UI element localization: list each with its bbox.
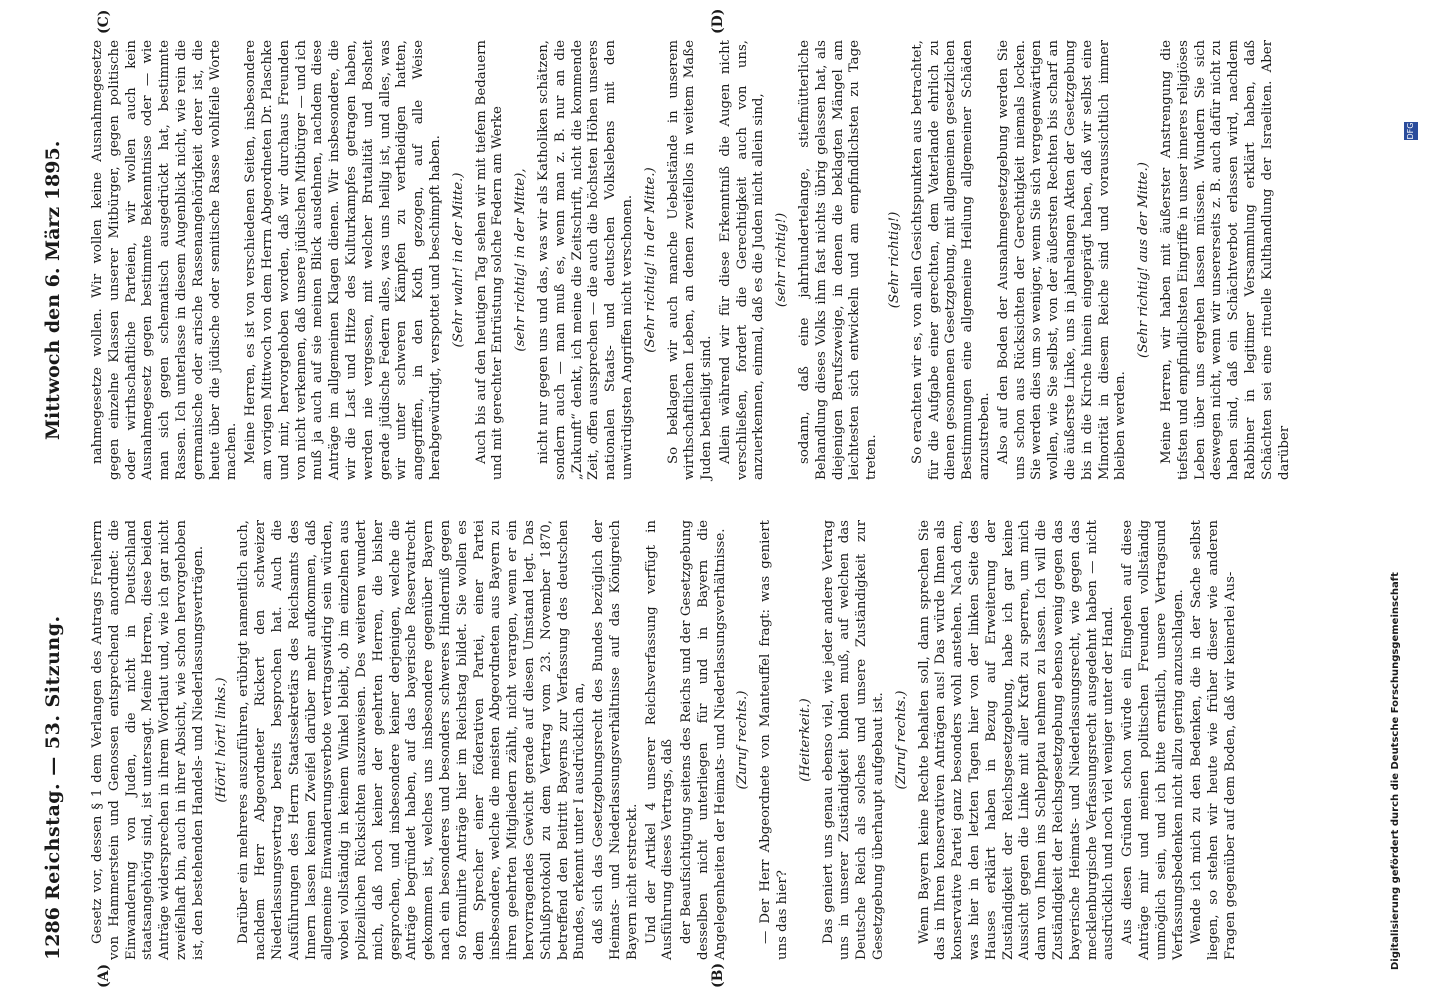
paragraph: Aus diesen Gründen schon würde ein Eingehen auf diese Anträge mir und meinen politischen Freunden vollständig unmöglich sein, und ich bitte ernstlich, unsere Vertragsund Verfassungsbedenken nicht allzu gering anzuschlagen.	[1120, 520, 1186, 960]
interjection: (sehr richtig! in der Mitte),	[513, 168, 529, 352]
interjection: (sehr richtig!)	[774, 212, 790, 308]
interjection: (Sehr wahr! in der Mitte.)	[450, 172, 466, 348]
paragraph: So erachten wir es, von allen Gesichtspunkten aus betrachtet, für die Aufgabe einer gerechten, dem Vaterlande ehrlich zu dienen gesonnenen Gesetzgebung, mit allgemeinen gesetzlichen Bestimmungen eine allgemeine Heilung allgemeiner Schäden anzustreben.	[909, 40, 993, 480]
page-number: 1286	[42, 907, 64, 960]
paragraph: Wenn Bayern keine Rechte behalten soll, dann sprechen Sie das in Ihren konservativen Anträgen aus! Das würde Ihnen als konservative Partei ganz besonders wohl anstehen. Nach dem, was hier in den letzten Tagen hier von der linken Seite des Hauses erklärt haben in Bezug auf Erweiterung der Zuständigkeit der Reichsgesetzgebung, habe ich gar keine Aussicht gegen die Linke mit aller Kraft zu sperren, um mich dann von Ihnen ins Schlepptau nehmen zu lassen. Ich will die Zuständigkeit der Reichsgesetzgebung ebenso wenig gegen das bayerische Heimats- und Niederlassungsrecht, wie gegen das mecklenburgische Verfassungsrecht ausgedehnt haben — nicht ausdrücklich und noch viel weniger unter der Hand.	[916, 520, 1117, 960]
paragraph: daß sich das Gesetzgebungsrecht des Bundes bezüglich der Heimats- und Niederlassungsverhältnisse auf das Königreich Bayern nicht erstreckt.	[591, 520, 640, 960]
paragraph: Darüber ein mehreres auszuführen, erübrigt namentlich auch, nachdem Herr Abgeordneter Rickert den schweizer Niederlassungsvertrag bereits besprochen hat. Auch die Ausführungen des Herrn Staatssekretärs des Reichsamts des Innern lassen keinen Zweifel darüber mehr aufkommen, daß allgemeine Einwanderungsverbote vertragswidrig sein würden, wobei vollständig in keinem Winkel bleibt, ob im einzelnen aus polizeilichen Rücksichten auszuweisen. Des weiteren wundert mich, daß noch keiner der geehrten Herren, die bisher gesprochen, und insbesondere keiner derjenigen, welche die Anträge begründet haben, auf das bayerische Reservatrecht gekommen ist, welches uns insbesondere gegenüber Bayern nach ein besonderes und besonders schweres Hinderniß gegen so formulirte Anträge hier im Reichstag bildet. Sie wollen es dem Sprecher einer föderativen Partei, einer Partei insbesondere, welche die meisten Abgeordneten aus Bayern zu ihren geehrten Mitgliedern zählt, nicht verargen, wenn er ein hervorragendes Gewicht gerade auf diesen Umstand legt. Das Schlußprotokoll zu dem Vertrag vom 23. November 1870, betreffend den Beitritt Bayerns zur Verfassung des deutschen Bundes, erkennt unter I ausdrücklich an,	[236, 520, 588, 960]
paragraph: Wende ich mich zu den Bedenken, die in der Sache selbst liegen, so stehen wir heute wie früher dieser wie anderen Fragen gegenüber auf dem Boden, daß wir keinerlei Aus-	[1189, 520, 1238, 960]
margin-marker-b: (B)	[710, 962, 726, 988]
paragraph: der Beaufsichtigung seitens des Reichs und der Gesetzgebung desselben nicht unterliegen für und in Bayern die Angelegenheiten der Heimats- und Niederlassungsverhältnisse.	[679, 520, 728, 960]
paragraph: Und der Artikel 4 unserer Reichsverfassung verfügt in Ausführung dieses Vertrags, daß	[643, 520, 676, 960]
paragraph: Allein während wir für diese Erkenntniß die Augen nicht verschließen, fordert die Gerechtigkeit auch von uns, anzuerkennen, einmal, daß es die Juden nicht allein sind,	[717, 40, 767, 480]
margin-marker-c: (C)	[96, 9, 112, 34]
margin-marker-d: (D)	[710, 8, 726, 34]
interjection: (Sehr richtig! aus der Mitte.)	[1136, 162, 1152, 358]
paragraph: Auch bis auf den heutigen Tag sehen wir mit tiefem Bedauern und mit gerechter Entrüstung solche Federn am Werke	[473, 40, 506, 480]
paragraph: So beklagen wir auch manche Uebelstände in unserem wirthschaftlichen Leben, an denen zweifellos in weitem Maße Juden betheiligt sind.	[665, 40, 715, 480]
paragraph: nahmegesetze wollen. Wir wollen keine Ausnahmegesetze gegen einzelne Klassen unserer Mitbürger, gegen politische oder wirthschaftliche Parteien, wir wollen auch kein Ausnahmegesetz gegen bestimmte Bekenntnisse oder — wie man sich gegen schematisch ausgedrückt hat, bestimmte Rassen. Ich unterlasse in diesem Augenblick nicht, wie rein die germanische oder arische Rassenangehörigkeit derer ist, die heute über die jüdische oder semitische Rasse wohlfeile Worte machen.	[90, 40, 240, 480]
interjection: (Zuruf rechts.)	[735, 690, 751, 790]
interjection: (Zuruf rechts.)	[893, 690, 909, 790]
paragraph: sodann, daß eine jahrhundertelange, stiefmütterliche Behandlung dieses Volks ihm fast nichts übrig gelassen hat, als diejenigen Berufszweige, in denen die beklagten Mängel am leichtesten sich entwickeln und am empfindlichsten zu Tage treten.	[797, 40, 880, 480]
page-header	[22, 60, 62, 960]
paragraph: — Der Herr Abgeordnete von Manteuffel fragt: was geniert uns das hier?	[758, 520, 791, 960]
header-title: Reichstag. — 53. Sitzung.	[42, 615, 64, 900]
dfg-logo: DFG	[1404, 122, 1418, 140]
interjection: (Sehr richtig!)	[887, 211, 903, 309]
text-column-left	[90, 520, 1242, 960]
paragraph: nicht nur gegen uns und das, was wir als Katholiken schätzen, sondern auch — man muß es, wenn man z. B. nur an die „Zukunft“ denkt, ich meine die Zeitschrift, nicht die kommende Zeit, offen aussprechen — die auch die höchsten Höhen unseres nationalen Staats- und deutschen Volkslebens mit den unwürdigsten Angriffen nicht verschonen.	[535, 40, 635, 480]
header-date: Mittwoch den 6. März 1895.	[42, 140, 64, 440]
interjection: (Hört! hört! links.)	[213, 677, 229, 803]
interjection: (Heiterkeit.)	[797, 698, 813, 782]
paragraph: Das geniert uns genau ebenso viel, wie jeder andere Vertrag uns in unserer Zuständigkeit binden muß, auf welchen das Deutsche Reich als solches und unsere Zuständigkeit zur Gesetzgebung überhaupt aufgebaut ist.	[820, 520, 887, 960]
text-column-right	[90, 40, 1295, 480]
paragraph: Also auf den Boden der Ausnahmegesetzgebung werden Sie uns schon aus Rücksichten der Gerechtigkeit niemals locken. Sie werden dies um so weniger, wenn Sie sich vergegenwärtigen wollen, wie Sie selbst, von der äußersten Rechten bis scharf an die äußerste Linke, uns in jahrelangen Akten der Gesetzgebung bis in die Kirche hinein eingeprägt haben, daß wir selbst eine Minorität in diesem Reiche sind und voraussichtlich immer bleiben werden.	[995, 40, 1129, 480]
digitization-credit: Digitalisierung gefördert durch die Deutsche Forschungsgemeinschaft	[1390, 572, 1401, 970]
paragraph: Gesetz vor, dessen § 1 dem Verlangen des Antrags Freiherrn von Hammerstein und Genossen entsprechend anordnet: die Einwanderung von Juden, die nicht in Deutschland staatsangehörig sind, ist untersagt. Meine Herren, diese beiden Anträge widersprechen in ihrem Wortlaut und, wie ich gar nicht zweifelhaft bin, auch in ihrer Absicht, wie schon hervorgehoben ist, den bestehenden Handels- und Niederlassungsverträgen.	[90, 520, 206, 960]
paragraph: Meine Herren, wir haben mit äußerster Anstrengung die tiefsten und empfindlichsten Eingriffe in unser inneres religiöses Leben über uns ergehen lassen müssen. Wundern Sie sich deswegen nicht, wenn wir unsererseits z. B. auch dafür nicht zu haben sind, daß ein Schächtverbot erlassen wird, nachdem Rabbiner in legitimer Versammlung erklärt haben, daß Schächten sei eine rituelle Kulthandlung der Israeliten. Aber darüber	[1159, 40, 1292, 480]
interjection: (Sehr richtig! in der Mitte.)	[642, 167, 658, 353]
paragraph: Meine Herren, es ist von verschiedenen Seiten, insbesondere am vorigen Mittwoch von dem Herrn Abgeordneten Dr. Plaschke und mir, hervorgehoben worden, daß wir durchaus Freunden von nicht verkennen, daß unsere jüdischen Mitbürger — und ich muß ja auch auf sie meinen Blick ausdehnen, nachdem diese Anträge im allgemeinen Klagen dienen. Wir insbesondere, die wir die Last und Hitze des Kulturkampfes getragen haben, werden nie vergessen, mit welcher Brutalität und Bosheit gerade jüdische Federn alles, was uns heilig ist, und alles, was wir unter schweren Kämpfen zu vertheidigen hatten, angegriffen, in den Koth gezogen, auf alle Weise herabgewürdigt, verspottet und beschimpft haben.	[243, 40, 443, 480]
margin-marker-a: (A)	[96, 963, 112, 988]
